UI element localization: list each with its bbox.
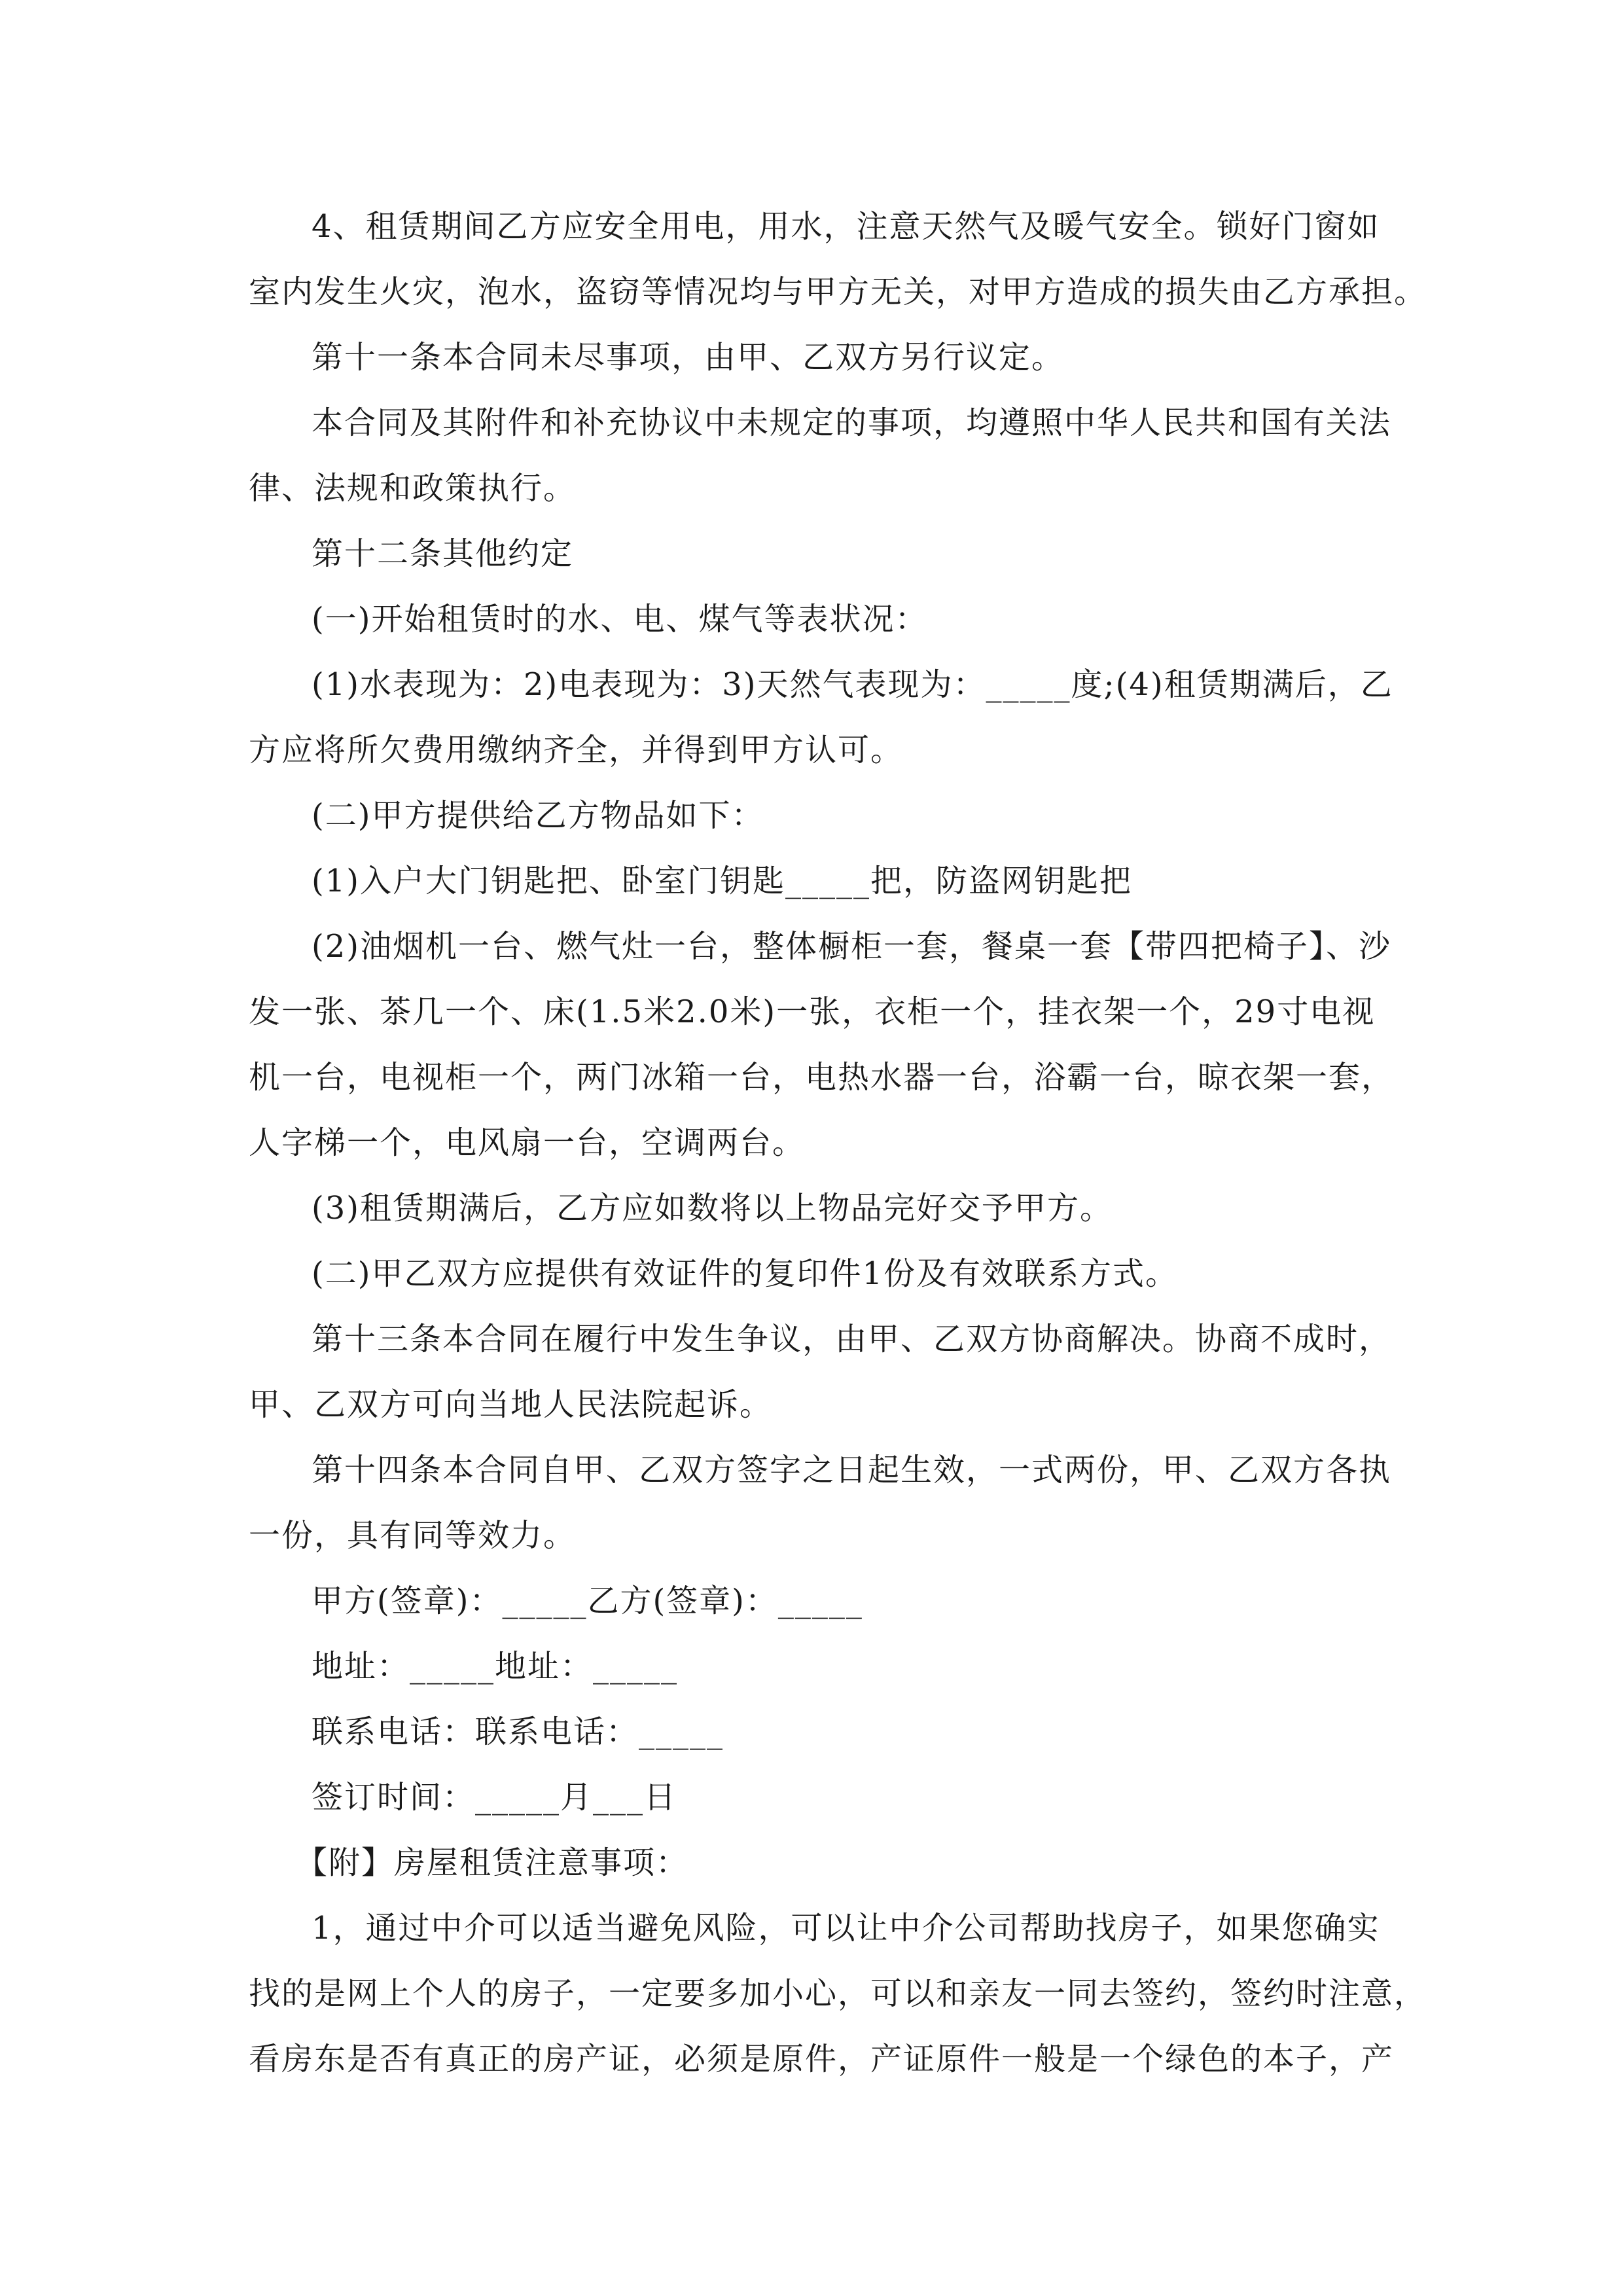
paragraph-line: 发一张、茶几一个、床(1.5米2.0米)一张，衣柜一个，挂衣架一个，29寸电视 [249,994,1376,1030]
paragraph-line: 律、法规和政策执行。 [249,470,577,507]
paragraph-line: 机一台，电视柜一个，两门冰箱一台，电热水器一台，浴霸一台，晾衣架一套， [249,1059,1395,1096]
signature-line: 甲方(签章)：_____乙方(签章)：_____ [312,1583,863,1619]
paragraph-line: (1)入户大门钥匙把、卧室门钥匙_____把，防盗网钥匙把 [312,863,1132,899]
paragraph-line: (二)甲乙双方应提供有效证件的复印件1份及有效联系方式。 [312,1255,1178,1292]
paragraph-line: (2)油烟机一台、燃气灶一台，整体橱柜一套，餐桌一套【带四把椅子】、沙 [312,928,1391,965]
appendix-heading: 【附】房屋租赁注意事项： [296,1844,689,1881]
paragraph-line: 方应将所欠费用缴纳齐全，并得到甲方认可。 [249,732,904,768]
paragraph-line: 4、租赁期间乙方应安全用电，用水，注意天然气及暖气安全。锁好门窗如 [312,208,1380,245]
paragraph-line: 第十四条本合同自甲、乙双方签字之日起生效，一式两份，甲、乙双方各执 [312,1452,1392,1488]
paragraph-line: 1，通过中介可以适当避免风险，可以让中介公司帮助找房子，如果您确实 [312,1910,1380,1946]
paragraph-line: 第十三条本合同在履行中发生争议，由甲、乙双方协商解决。协商不成时， [312,1321,1392,1357]
paragraph-line: (二)甲方提供给乙方物品如下： [312,797,764,834]
paragraph-line: 第十二条其他约定 [312,535,574,572]
paragraph-line: 找的是网上个人的房子，一定要多加小心，可以和亲友一同去签约，签约时注意， [249,1975,1427,2012]
signing-date-line: 签订时间：_____月___日 [312,1779,677,1816]
paragraph-line: 看房东是否有真正的房产证，必须是原件，产证原件一般是一个绿色的本子，产 [249,2041,1395,2077]
paragraph-line: 第十一条本合同未尽事项，由甲、乙双方另行议定。 [312,339,1065,376]
paragraph-line: 甲、乙双方可向当地人民法院起诉。 [249,1386,773,1423]
paragraph-line: (1)水表现为：2)电表现为：3)天然气表现为：_____度;(4)租赁期满后，乙 [312,666,1393,703]
paragraph-line: (一)开始租赁时的水、电、煤气等表状况： [312,601,928,637]
address-line: 地址：_____地址：_____ [312,1648,679,1685]
paragraph-line: 一份，具有同等效力。 [249,1517,577,1554]
paragraph-line: (3)租赁期满后，乙方应如数将以上物品完好交予甲方。 [312,1190,1113,1227]
paragraph-line: 人字梯一个，电风扇一台，空调两台。 [249,1124,806,1161]
phone-line: 联系电话：联系电话：_____ [312,1713,724,1750]
paragraph-line: 本合同及其附件和补充协议中未规定的事项，均遵照中华人民共和国有关法 [312,404,1392,441]
paragraph-line: 室内发生火灾，泡水，盗窃等情况均与甲方无关，对甲方造成的损失由乙方承担。 [249,274,1427,310]
